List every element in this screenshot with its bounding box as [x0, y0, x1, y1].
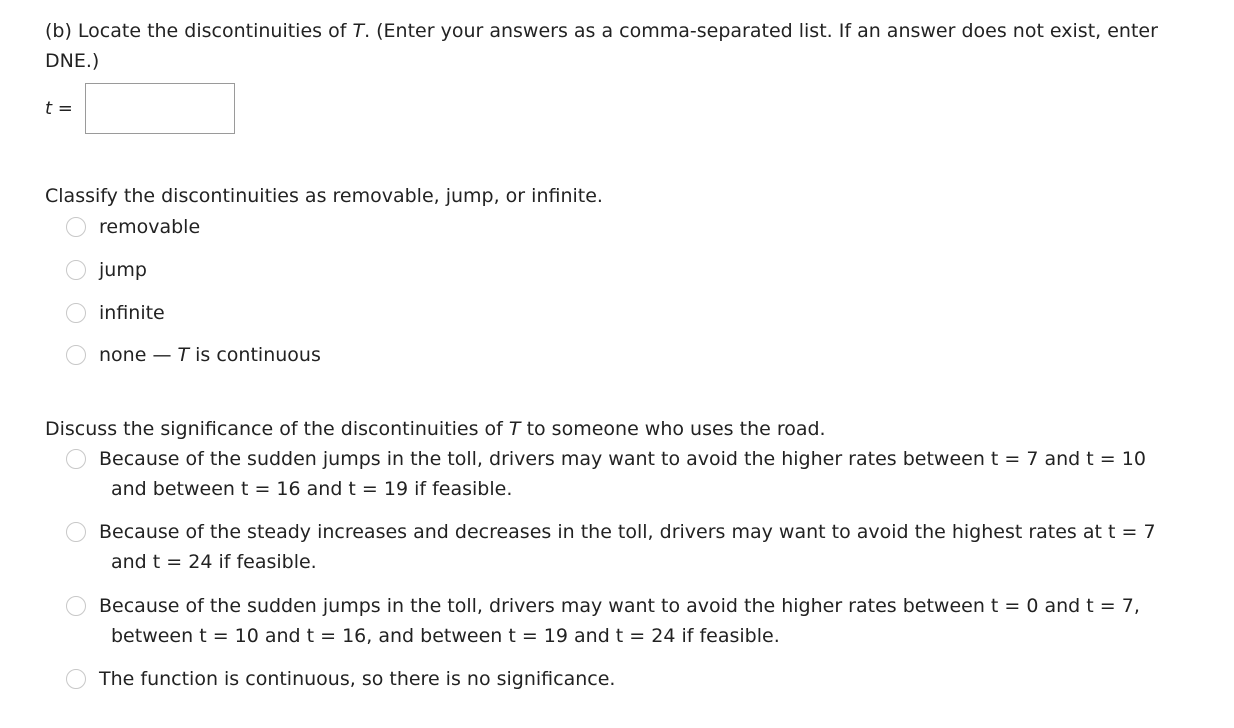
- option-label: [99, 517, 1156, 577]
- option-label: infinite: [99, 302, 165, 324]
- answer-row: [45, 81, 235, 136]
- prompt-prefix: (b) Locate the discontinuities of: [45, 20, 353, 42]
- radio-button[interactable]: [66, 596, 86, 616]
- option-infinite[interactable]: [66, 299, 1216, 328]
- option-continuous-no-significance[interactable]: [66, 665, 1216, 694]
- radio-button[interactable]: [66, 303, 86, 323]
- answer-label: t =: [45, 98, 73, 119]
- option-line-2: and t = 24 if feasible.: [111, 551, 317, 573]
- discuss-suffix: to someone who uses the road.: [520, 418, 826, 440]
- option-label: jump: [99, 259, 147, 281]
- prompt-suffix: . (Enter your answers as a comma-separated list. If an answer does not exist, enter DNE.): [45, 20, 1158, 72]
- question-b-prompt: [45, 16, 1214, 76]
- option-line-1: Because of the steady increases and decreases in the toll, drivers may want to avoid the highest rates at t = 7: [99, 521, 1156, 543]
- option-label: [99, 340, 321, 370]
- variable-T: T: [508, 418, 521, 440]
- radio-button[interactable]: [66, 217, 86, 237]
- option-sudden-jumps-7-10[interactable]: [66, 445, 1216, 504]
- option-line-1: The function is continuous, so there is no significance.: [99, 668, 616, 690]
- option-label: removable: [99, 216, 201, 238]
- option-line-1: Because of the sudden jumps in the toll, drivers may want to avoid the higher rates between t = 7 and t = 10: [99, 448, 1146, 470]
- option-jump[interactable]: [66, 256, 1216, 285]
- radio-button[interactable]: [66, 669, 86, 689]
- radio-button[interactable]: [66, 449, 86, 469]
- discontinuities-input[interactable]: [85, 83, 235, 134]
- option-prefix: none —: [99, 344, 178, 366]
- option-sudden-jumps-0-7[interactable]: [66, 592, 1216, 651]
- radio-button[interactable]: [66, 260, 86, 280]
- option-line-2: and between t = 16 and t = 19 if feasible.: [111, 478, 513, 500]
- discuss-prefix: Discuss the significance of the discontinuities of: [45, 418, 509, 440]
- radio-button[interactable]: [66, 345, 86, 365]
- variable-T: T: [177, 344, 190, 366]
- discuss-title: [45, 416, 826, 442]
- option-line-1: Because of the sudden jumps in the toll, drivers may want to avoid the higher rates between t = 0 and t = 7,: [99, 595, 1140, 617]
- classify-title: Classify the discontinuities as removable, jump, or infinite.: [45, 185, 603, 207]
- option-removable[interactable]: [66, 213, 1216, 242]
- option-label: [99, 444, 1146, 504]
- option-line-2: between t = 10 and t = 16, and between t = 19 and t = 24 if feasible.: [111, 625, 780, 647]
- option-steady-increases[interactable]: [66, 518, 1216, 577]
- option-none-continuous[interactable]: [66, 341, 1216, 370]
- option-label: [99, 664, 615, 694]
- radio-button[interactable]: [66, 522, 86, 542]
- option-label: [99, 591, 1140, 651]
- variable-T: T: [352, 20, 365, 42]
- option-suffix: is continuous: [189, 344, 321, 366]
